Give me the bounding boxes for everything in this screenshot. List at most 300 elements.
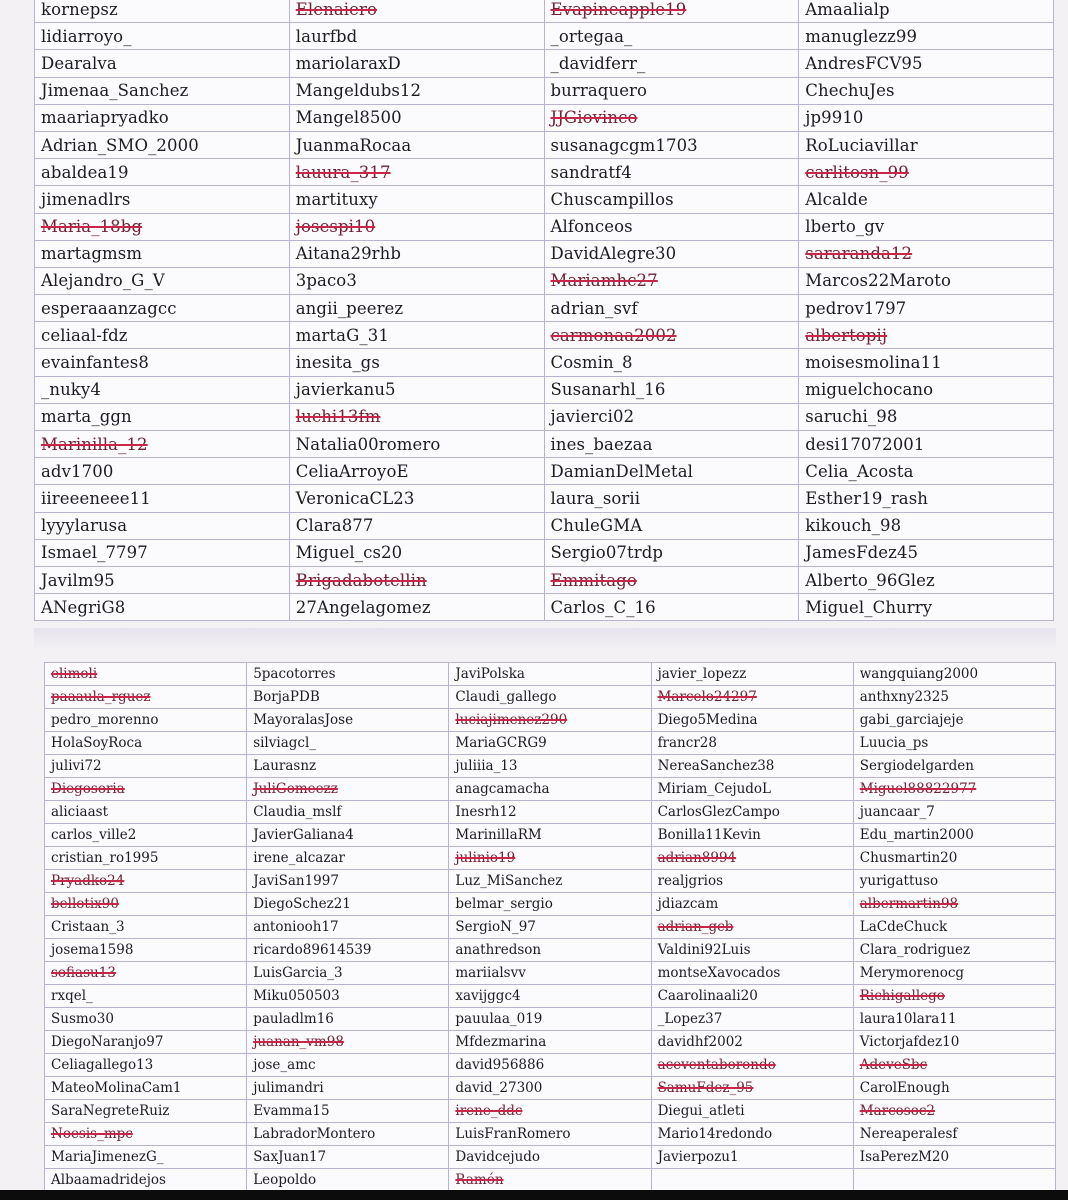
- table-cell: [35, 376, 290, 403]
- table-cell: [45, 870, 247, 893]
- table-cell: [544, 322, 799, 349]
- username: javierci02: [550, 407, 635, 427]
- username: adrian_svf: [550, 298, 638, 318]
- table-cell: [247, 1146, 449, 1169]
- table-cell: [853, 1146, 1055, 1169]
- table-cell: [853, 1100, 1055, 1123]
- crossed-out-username: Noesis_mpc: [51, 1126, 133, 1142]
- username: Alejandro_G_V: [41, 271, 165, 291]
- username: AndresFCV95: [805, 53, 923, 73]
- username: Victorjafdez10: [859, 1034, 960, 1050]
- table-cell: [651, 1146, 853, 1169]
- table-row: [45, 1077, 1056, 1100]
- username: Luucia_ps: [859, 735, 929, 751]
- table-cell: [289, 295, 544, 322]
- table-cell: [853, 801, 1055, 824]
- table-row: [35, 566, 1054, 593]
- crossed-out-username: Diegosoria: [51, 781, 125, 797]
- table-cell: [45, 709, 247, 732]
- table-cell: [449, 916, 651, 939]
- table-cell: [651, 916, 853, 939]
- username: abaldea19: [41, 162, 129, 182]
- table-cell: [289, 186, 544, 213]
- table-cell: [544, 104, 799, 131]
- table-cell: [853, 1031, 1055, 1054]
- table-cell: [449, 870, 651, 893]
- table-row: [35, 512, 1054, 539]
- crossed-out-username: Richigallego: [859, 988, 945, 1004]
- username: Celiagallego13: [51, 1057, 154, 1073]
- table-cell: [247, 985, 449, 1008]
- table-row: [45, 778, 1056, 801]
- username: carlos_ville2: [51, 827, 137, 843]
- username: juliiia_13: [455, 758, 518, 774]
- table-cell: [35, 322, 290, 349]
- username: Claudia_mslf: [253, 804, 342, 820]
- table-cell: [35, 186, 290, 213]
- table-cell: [651, 663, 853, 686]
- table-cell: [247, 893, 449, 916]
- bottom-username-sheet: [44, 662, 1056, 1192]
- username: moisesmolina11: [805, 353, 942, 373]
- username: antoniooh17: [253, 919, 339, 935]
- table-cell: [35, 77, 290, 104]
- table-row: [35, 131, 1054, 158]
- table-cell: [247, 847, 449, 870]
- username: lyyylarusa: [41, 516, 128, 536]
- table-cell: [35, 539, 290, 566]
- username: SaraNegreteRuiz: [51, 1103, 170, 1119]
- username: david956886: [455, 1057, 545, 1073]
- table-cell: [799, 566, 1054, 593]
- username: marta_ggn: [41, 407, 132, 427]
- table-cell: [247, 916, 449, 939]
- table-cell: [853, 847, 1055, 870]
- table-cell: [799, 159, 1054, 186]
- photo-bottom-edge: [0, 1190, 1068, 1200]
- table-cell: [45, 985, 247, 1008]
- top-username-sheet: [34, 0, 1054, 621]
- username: BorjaPDB: [253, 689, 320, 705]
- table-cell: [449, 686, 651, 709]
- table-cell: [45, 801, 247, 824]
- username: CarlosGlezCampo: [657, 804, 780, 820]
- username: Inesrh12: [455, 804, 517, 820]
- table-row: [45, 1146, 1056, 1169]
- table-cell: [544, 376, 799, 403]
- table-row: [45, 893, 1056, 916]
- table-cell: [45, 1123, 247, 1146]
- username: angii_peerez: [295, 298, 404, 318]
- table-row: [35, 349, 1054, 376]
- table-cell: [544, 131, 799, 158]
- username: Alfonceos: [550, 217, 633, 237]
- table-cell: [799, 23, 1054, 50]
- table-cell: [45, 755, 247, 778]
- table-row: [45, 1100, 1056, 1123]
- table-cell: [289, 431, 544, 458]
- crossed-out-username: Pryadko24: [51, 873, 125, 889]
- table-cell: [45, 778, 247, 801]
- table-cell: [799, 0, 1054, 23]
- table-cell: [544, 431, 799, 458]
- table-cell: [651, 732, 853, 755]
- table-cell: [289, 159, 544, 186]
- crossed-out-username: aceventaborondo: [657, 1057, 776, 1073]
- table-cell: [651, 1077, 853, 1100]
- table-cell: [544, 0, 799, 23]
- table-cell: [247, 1054, 449, 1077]
- username: Miguel_cs20: [295, 543, 403, 563]
- username: Claudi_gallego: [455, 689, 557, 705]
- username: Amaalialp: [805, 0, 890, 19]
- crossed-out-username: JuliGomeezz: [253, 781, 338, 797]
- username: montseXavocados: [657, 965, 781, 981]
- table-cell: [449, 778, 651, 801]
- table-cell: [449, 1008, 651, 1031]
- username: ANegriG8: [41, 597, 126, 617]
- table-cell: [853, 1054, 1055, 1077]
- username: laura_sorii: [550, 488, 641, 508]
- username: Carlos_C_16: [550, 597, 656, 617]
- username: sandratf4: [550, 162, 632, 182]
- username: martaG_31: [295, 325, 389, 345]
- username: xavijggc4: [455, 988, 521, 1004]
- username: CeliaArroyoE: [295, 461, 409, 481]
- crossed-out-username: carmonaa2002: [550, 325, 677, 345]
- table-cell: [651, 847, 853, 870]
- table-cell: [289, 539, 544, 566]
- table-cell: [289, 376, 544, 403]
- username: Javierpozu1: [657, 1149, 739, 1165]
- table-cell: [449, 1146, 651, 1169]
- table-cell: [247, 939, 449, 962]
- table-cell: [853, 1008, 1055, 1031]
- username: davidhf2002: [657, 1034, 743, 1050]
- username: mariolaraxD: [295, 53, 401, 73]
- table-cell: [544, 566, 799, 593]
- table-cell: [289, 77, 544, 104]
- table-cell: [853, 732, 1055, 755]
- username: laura10lara11: [859, 1011, 957, 1027]
- username: Alcalde: [805, 189, 868, 209]
- table-row: [45, 1169, 1056, 1192]
- table-row: [35, 594, 1054, 621]
- username: pauladlm16: [253, 1011, 334, 1027]
- username: 5pacotorres: [253, 666, 336, 682]
- table-cell: [247, 824, 449, 847]
- table-cell: [853, 985, 1055, 1008]
- username: Mangel8500: [295, 108, 402, 128]
- table-cell: [853, 755, 1055, 778]
- table-cell: [35, 104, 290, 131]
- username: inesita_gs: [295, 353, 380, 373]
- table-cell: [449, 824, 651, 847]
- username: Miku050503: [253, 988, 340, 1004]
- table-row: [45, 755, 1056, 778]
- table-cell: [544, 240, 799, 267]
- username: Chuscampillos: [550, 189, 674, 209]
- crossed-out-username: Marcosoc2: [859, 1103, 935, 1119]
- table-cell: [289, 349, 544, 376]
- username: LuisGarcia_3: [253, 965, 343, 981]
- table-row: [45, 939, 1056, 962]
- username: javierkanu5: [295, 380, 396, 400]
- table-row: [45, 709, 1056, 732]
- table-cell: [799, 485, 1054, 512]
- table-cell: [449, 709, 651, 732]
- table-cell: [35, 23, 290, 50]
- username: Aitana29rhb: [295, 244, 402, 264]
- table-row: [45, 1031, 1056, 1054]
- table-cell: [651, 962, 853, 985]
- crossed-out-username: lauura_317: [295, 162, 391, 182]
- table-cell: [247, 962, 449, 985]
- username: lidiarroyo_: [41, 26, 132, 46]
- table-cell: [799, 322, 1054, 349]
- username: MarinillaRM: [455, 827, 542, 843]
- username: martagmsm: [41, 244, 143, 264]
- username: ChuleGMA: [550, 516, 643, 536]
- table-row: [45, 824, 1056, 847]
- table-cell: [289, 566, 544, 593]
- table-cell: [35, 213, 290, 240]
- username: NereaSanchez38: [657, 758, 775, 774]
- username: CarolEnough: [859, 1080, 950, 1096]
- table-row: [45, 962, 1056, 985]
- table-cell: [799, 349, 1054, 376]
- table-cell: [289, 485, 544, 512]
- username: Marcos22Maroto: [805, 271, 952, 291]
- crossed-out-username: Marcelo24297: [657, 689, 757, 705]
- table-cell: [544, 295, 799, 322]
- table-cell: [853, 709, 1055, 732]
- username: belmar_sergio: [455, 896, 553, 912]
- crossed-out-username: josespi10: [295, 217, 376, 237]
- username: ricardo89614539: [253, 942, 372, 958]
- table-row: [35, 295, 1054, 322]
- crossed-out-username: AdeveSbc: [859, 1057, 928, 1073]
- username: Chusmartin20: [859, 850, 958, 866]
- table-cell: [35, 240, 290, 267]
- username: Clara877: [295, 516, 374, 536]
- table-cell: [799, 131, 1054, 158]
- username: Leopoldo: [253, 1172, 317, 1188]
- table-cell: [289, 131, 544, 158]
- username: Edu_martin2000: [859, 827, 974, 843]
- username: IsaPerezM20: [859, 1149, 950, 1165]
- crossed-out-username: luchi13fm: [295, 407, 381, 427]
- table-cell: [799, 240, 1054, 267]
- crossed-out-username: elimoli: [51, 666, 98, 682]
- username: Susmo30: [51, 1011, 114, 1027]
- username: pedrov1797: [805, 298, 907, 318]
- table-row: [35, 403, 1054, 430]
- username: kornepsz: [41, 0, 118, 19]
- username: pedro_morenno: [51, 712, 159, 728]
- table-cell: [651, 1008, 853, 1031]
- username: JaviSan1997: [253, 873, 339, 889]
- table-cell: [35, 512, 290, 539]
- table-cell: [35, 431, 290, 458]
- username: yurigattuso: [859, 873, 939, 889]
- table-cell: [247, 801, 449, 824]
- table-cell: [544, 594, 799, 621]
- username: Susanarhl_16: [550, 380, 666, 400]
- table-cell: [35, 403, 290, 430]
- table-cell: [799, 104, 1054, 131]
- username: LuisFranRomero: [455, 1126, 571, 1142]
- username: Merymorenocg: [859, 965, 965, 981]
- table-cell: [651, 1123, 853, 1146]
- table-cell: [247, 1169, 449, 1192]
- sheet-separator: [34, 628, 1056, 650]
- table-cell: [45, 1100, 247, 1123]
- username: Nereaperalesf: [859, 1126, 958, 1142]
- table-cell: [651, 755, 853, 778]
- table-cell: [45, 1031, 247, 1054]
- table-cell: [853, 663, 1055, 686]
- table-cell: [449, 1077, 651, 1100]
- table-cell: [651, 985, 853, 1008]
- table-cell: [853, 962, 1055, 985]
- table-row: [35, 539, 1054, 566]
- username: SergioN_97: [455, 919, 536, 935]
- username: Mario14redondo: [657, 1126, 773, 1142]
- username: Mangeldubs12: [295, 81, 422, 101]
- crossed-out-username: adrian_gcb: [657, 919, 734, 935]
- username: anagcamacha: [455, 781, 550, 797]
- table-cell: [45, 732, 247, 755]
- table-cell: [35, 458, 290, 485]
- username: Adrian_SMO_2000: [41, 135, 199, 155]
- bottom-username-table: [44, 662, 1056, 1192]
- table-row: [35, 322, 1054, 349]
- username: Caarolinaali20: [657, 988, 758, 1004]
- top-username-table: [34, 0, 1054, 621]
- table-cell: [651, 870, 853, 893]
- username: iireeeneee11: [41, 488, 151, 508]
- username: rxqel_: [51, 988, 93, 1004]
- username: Luz_MiSanchez: [455, 873, 563, 889]
- username: miguelchocano: [805, 380, 934, 400]
- table-cell: [651, 1031, 853, 1054]
- table-cell: [853, 870, 1055, 893]
- table-cell: [799, 295, 1054, 322]
- table-row: [35, 0, 1054, 23]
- username: Celia_Acosta: [805, 461, 914, 481]
- username: DiegoNaranjo97: [51, 1034, 164, 1050]
- table-cell: [853, 1169, 1055, 1192]
- table-cell: [289, 23, 544, 50]
- table-cell: [544, 485, 799, 512]
- username: _nuky4: [41, 380, 101, 400]
- username: javier_lopezz: [657, 666, 747, 682]
- table-cell: [35, 566, 290, 593]
- table-row: [45, 1054, 1056, 1077]
- username: Mfdezmarina: [455, 1034, 547, 1050]
- table-cell: [35, 295, 290, 322]
- table-cell: [449, 663, 651, 686]
- table-cell: [35, 267, 290, 294]
- table-cell: [449, 755, 651, 778]
- username: adv1700: [41, 461, 114, 481]
- table-cell: [799, 594, 1054, 621]
- table-cell: [449, 1031, 651, 1054]
- crossed-out-username: Evapineapple19: [550, 0, 687, 19]
- username: Esther19_rash: [805, 488, 929, 508]
- table-cell: [247, 1123, 449, 1146]
- table-cell: [449, 732, 651, 755]
- username: manuglezz99: [805, 26, 918, 46]
- table-cell: [247, 1031, 449, 1054]
- table-cell: [289, 594, 544, 621]
- table-cell: [544, 403, 799, 430]
- username: LaCdeChuck: [859, 919, 948, 935]
- username: Diego5Medina: [657, 712, 758, 728]
- table-cell: [247, 1008, 449, 1031]
- username: Miguel_Churry: [805, 597, 933, 617]
- username: anthxny2325: [859, 689, 949, 705]
- username: irene_alcazar: [253, 850, 345, 866]
- table-row: [35, 267, 1054, 294]
- table-cell: [247, 755, 449, 778]
- username: Ismael_7797: [41, 543, 148, 563]
- username: Jimenaa_Sanchez: [41, 81, 189, 101]
- username: Cristaan_3: [51, 919, 125, 935]
- username: _ortegaa_: [550, 26, 633, 46]
- username: jdiazcam: [657, 896, 719, 912]
- username: Bonilla11Kevin: [657, 827, 761, 843]
- username: jimenadlrs: [41, 189, 131, 209]
- username: Valdini92Luis: [657, 942, 751, 958]
- username: MayoralasJose: [253, 712, 354, 728]
- username: Clara_rodriguez: [859, 942, 971, 958]
- table-cell: [449, 1100, 651, 1123]
- username: Alberto_96Glez: [805, 570, 935, 590]
- table-row: [45, 663, 1056, 686]
- table-cell: [799, 403, 1054, 430]
- username: ines_baezaa: [550, 434, 653, 454]
- table-cell: [449, 801, 651, 824]
- table-cell: [449, 1123, 651, 1146]
- table-cell: [544, 159, 799, 186]
- table-cell: [544, 267, 799, 294]
- username: HolaSoyRoca: [51, 735, 143, 751]
- table-row: [35, 104, 1054, 131]
- username: cristian_ro1995: [51, 850, 159, 866]
- crossed-out-username: Marinilla_12: [41, 434, 148, 454]
- username: JamesFdez45: [805, 543, 919, 563]
- username: wangquiang2000: [859, 666, 979, 682]
- crossed-out-username: carlitosn_99: [805, 162, 909, 182]
- table-cell: [35, 0, 290, 23]
- crossed-out-username: Ramón: [455, 1172, 504, 1188]
- table-cell: [853, 893, 1055, 916]
- crossed-out-username: sararanda12: [805, 244, 913, 264]
- username: Laurasnz: [253, 758, 317, 774]
- table-cell: [544, 77, 799, 104]
- table-cell: [247, 709, 449, 732]
- username: josema1598: [51, 942, 134, 958]
- username: SaxJuan17: [253, 1149, 327, 1165]
- table-cell: [289, 104, 544, 131]
- table-row: [45, 870, 1056, 893]
- crossed-out-username: albermartin98: [859, 896, 959, 912]
- table-cell: [449, 893, 651, 916]
- table-cell: [247, 732, 449, 755]
- table-cell: [45, 1077, 247, 1100]
